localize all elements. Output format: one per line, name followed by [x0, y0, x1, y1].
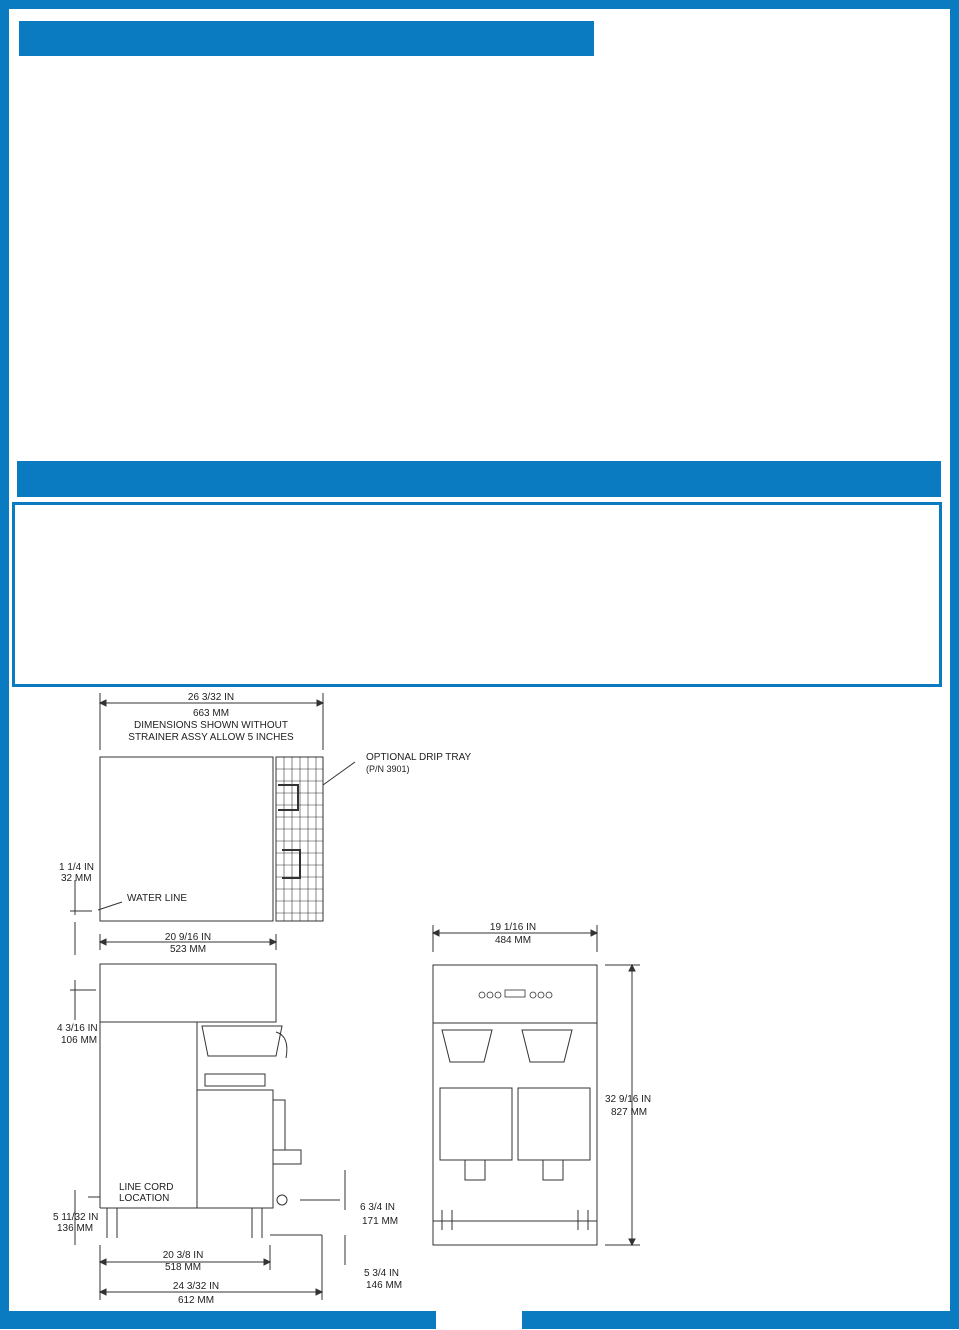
front-height-mm: 827 MM — [611, 1107, 648, 1118]
foot-height-mm: 136 MM — [57, 1223, 94, 1234]
dimension-note-line1: DIMENSIONS SHOWN WITHOUT — [134, 720, 288, 731]
front-height-in: 32 9/16 IN — [605, 1094, 652, 1105]
height-mm: 106 MM — [61, 1035, 98, 1046]
tray-height-in: 6 3/4 IN — [360, 1202, 396, 1213]
drip-tray-pn: (P/N 3901) — [366, 764, 410, 774]
upper-width-in: 20 9/16 IN — [164, 932, 212, 943]
tray-height-mm: 171 MM — [362, 1216, 399, 1227]
water-line-label: WATER LINE — [127, 893, 188, 904]
overall-width-mm: 612 MM — [177, 1295, 215, 1306]
line-cord-label-2: LOCATION — [119, 1193, 170, 1204]
line-cord-label-1: LINE CORD — [119, 1182, 174, 1193]
dimension-note-line2: STRAINER ASSY ALLOW 5 INCHES — [128, 732, 294, 743]
overall-width-in: 24 3/32 IN — [172, 1281, 220, 1292]
base-width-mm: 518 MM — [164, 1262, 202, 1273]
base-width-in: 20 3/8 IN — [162, 1250, 204, 1261]
water-line-in: 1 1/4 IN — [59, 862, 95, 873]
drip-height-in: 5 3/4 IN — [364, 1268, 400, 1279]
drip-tray-label: OPTIONAL DRIP TRAY — [366, 752, 472, 763]
top-width-in: 26 3/32 IN — [187, 692, 235, 703]
brewer-body-outline — [100, 964, 276, 1022]
front-width-mm: 484 MM — [494, 935, 532, 946]
top-width-mm: 663 MM — [192, 708, 230, 719]
water-line-mm: 32 MM — [61, 873, 92, 884]
front-body-outline — [433, 965, 597, 1023]
section-header-bar-top — [19, 21, 594, 56]
foot-height-in: 5 11/32 IN — [53, 1212, 99, 1223]
height-in: 4 3/16 IN — [57, 1023, 98, 1034]
info-panel — [12, 502, 942, 687]
front-width-in: 19 1/16 IN — [489, 922, 537, 933]
dimension-drawing — [0, 690, 959, 1330]
drip-height-mm: 146 MM — [366, 1280, 403, 1291]
upper-width-mm: 523 MM — [169, 944, 207, 955]
section-header-bar-dimensions — [17, 461, 941, 497]
